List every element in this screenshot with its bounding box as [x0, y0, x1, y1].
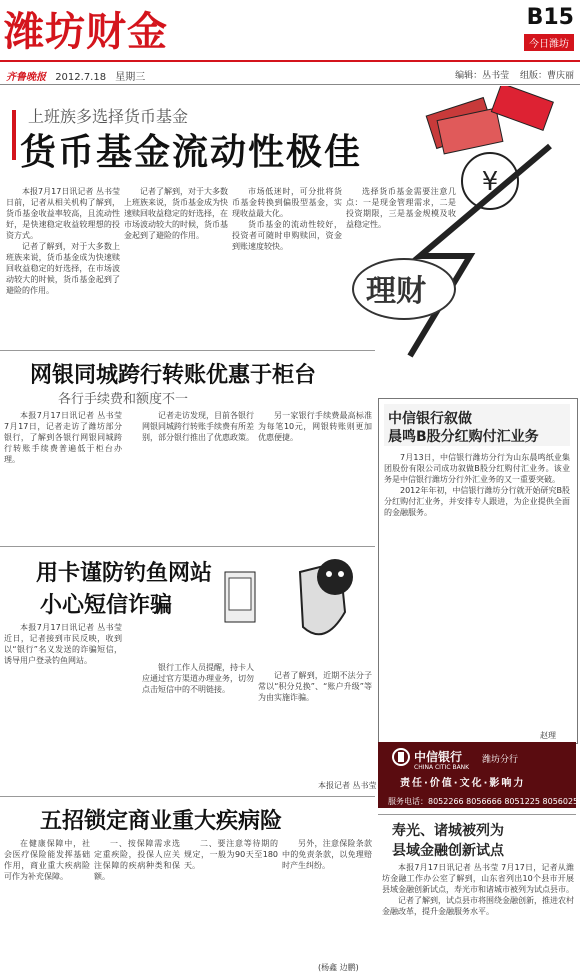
article2-title: 网银同城跨行转账优惠于柜台 — [30, 363, 317, 388]
article5-paragraph: 记者了解到，试点县市将围绕金融创新，推进农村金融改革，提升金融服务水平。 — [382, 896, 574, 916]
article3-column-2 — [142, 662, 254, 792]
article4-column-3 — [184, 838, 278, 968]
article5-body — [382, 862, 574, 976]
article4-paragraph: 另外，注意保险条款中的免责条款，以免理赔时产生纠纷。 — [282, 839, 372, 870]
page-number: B15 — [526, 5, 574, 30]
article5-paragraph: 本报7月17日讯记者 丛书莹 7月17日，记者从潍坊金融工作办公室了解到，山东省列出10个县市开展县域金融创新试点，寿光市和诸城市被列为试点县市。 — [382, 863, 574, 894]
article3-column-1 — [4, 622, 122, 792]
lead-accent-bar — [12, 110, 16, 160]
article3-paragraph: 记者了解到，近期不法分子常以“积分兑换”、“账户升级”等为由实施诈骗。 — [258, 671, 372, 702]
lead-kicker: 上班族多选择货币基金 — [28, 107, 189, 126]
article3-title-line2: 小心短信诈骗 — [40, 593, 173, 618]
article4-column-4 — [282, 838, 372, 968]
editor-info — [455, 68, 574, 81]
article2-subtitle: 各行手续费和额度不一 — [58, 392, 189, 407]
lead-title: 货币基金流动性极佳 — [20, 132, 363, 173]
article5-title-line2: 县域金融创新试点 — [392, 843, 504, 859]
article2-paragraph: 另一家银行手续费最高标准为每笔10元，网银转账则更加优惠便捷。 — [258, 411, 372, 442]
issue-info — [6, 68, 145, 83]
paper-logo: 齐鲁晚报 — [6, 72, 46, 83]
article2-column-1 — [4, 410, 122, 530]
lead-column-4 — [346, 186, 456, 256]
bank-ad-branch: 潍坊分行 — [482, 755, 519, 765]
editor-name: 编辑：丛书莹 — [455, 71, 510, 81]
divider — [378, 814, 576, 815]
article2-column-3 — [258, 410, 372, 530]
issue-weekday: 星期三 — [115, 72, 146, 83]
article4-column-2 — [94, 838, 180, 968]
divider — [0, 546, 375, 547]
bank-ad-name: 中信银行 — [414, 750, 463, 764]
money-stack-icon — [426, 86, 553, 154]
article4-title: 五招锁定商业重大疾病险 — [40, 809, 283, 834]
article3-title-line1: 用卡谨防钓鱼网站 — [36, 561, 213, 586]
article4-paragraph: 一、按保障需求选定重疾险，投保人应关注保障的疾病种类和保额。 — [94, 839, 180, 881]
citic-logo-icon — [392, 748, 410, 766]
article4-column-1 — [4, 838, 90, 968]
svg-text:¥: ¥ — [481, 167, 499, 197]
article2-paragraph: 记者走访发现，目前各银行网银同城跨行转账手续费有所差别，部分银行推出了优惠政策。 — [142, 411, 254, 442]
article2-column-2 — [142, 410, 254, 530]
lead-column-1 — [6, 186, 120, 346]
masthead-rule — [0, 60, 580, 62]
article3-column-3 — [258, 670, 372, 792]
bank-ad-slogan: 责任·价值·文化·影响力 — [400, 778, 526, 789]
bank-news-paragraph: 2012年年初，中信银行潍坊分行就开始研究B股分红购付汇业务，并安排专人跟进，为企业提供全面的金融服务。 — [384, 486, 570, 517]
article3-paragraph: 银行工作人员提醒，持卡人应通过官方渠道办理业务，切勿点击短信中的不明链接。 — [142, 663, 254, 694]
lead-column-3 — [232, 186, 342, 346]
bank-news-body — [384, 452, 570, 700]
divider — [0, 796, 375, 797]
bank-news-byline: 赵理 — [540, 731, 556, 740]
designer-name: 组版：曹庆丽 — [519, 71, 574, 81]
bank-news-title-line1: 中信银行叙做 — [388, 411, 472, 427]
lead-paragraph: 货币基金的流动性较好，投资者可随时申购赎回，资金到账速度较快。 — [232, 220, 342, 251]
lead-paragraph: 市场低迷时，可分批将货币基金转换到偏股型基金，实现收益最大化。 — [232, 187, 342, 218]
article4-paragraph: 在健康保障中，社会医疗保险能发挥基础作用，商业重大疾病险可作为补充保障。 — [4, 839, 90, 881]
header-divider — [0, 84, 580, 85]
lead-column-2 — [124, 186, 228, 346]
divider — [0, 350, 375, 351]
article3-byline: 本报记者 丛书莹 — [318, 781, 377, 790]
issue-date: 2012.7.18 — [55, 72, 107, 83]
article4-byline: (杨鑫 边鹏) — [318, 963, 359, 972]
lead-paragraph: 记者了解到，对于大多数上班族来说，货币基金成为快速赎回收益稳定的好选择，在市场波动较大的时候，货币基金起到了避险的作用。 — [124, 187, 228, 240]
phishing-illustration — [215, 552, 375, 662]
bank-ad-phone: 服务电话：8052266 8056666 8051225 8056025 — [388, 797, 579, 806]
bank-ad-name-en: CHINA CITIC BANK — [414, 764, 470, 771]
article2-paragraph: 本报7月17日讯记者 丛书莹 7月17日，记者走访了潍坊部分银行，了解到各银行网银同城跨行转账手续费普遍低于柜台办理。 — [4, 411, 122, 464]
section-tag: 今日潍坊 — [524, 34, 574, 51]
bank-news-title-line2: 晨鸣B股分红购付汇业务 — [388, 429, 539, 445]
phone-icon — [225, 572, 255, 622]
bank-news-paragraph: 7月13日，中信银行潍坊分行为山东晨鸣纸业集团股份有限公司成功叙做B股分红购付汇业务。该业务是中信银行潍坊分行外汇业务的又一重要突破。 — [384, 453, 570, 484]
monster-icon — [317, 559, 353, 595]
article3-paragraph: 本报7月17日讯记者 丛书莹 近日，记者接到市民反映，收到以“银行”名义发送的诈骗短信，诱导用户登录钓鱼网站。 — [4, 623, 122, 665]
article5-title-line1: 寿光、诸城被列为 — [392, 823, 504, 839]
lead-paragraph: 选择货币基金需要注意几点：一是现金管理需求，二是投资期限，三是基金规模及收益稳定性。 — [346, 187, 456, 229]
licai-label: 理财 — [366, 274, 426, 309]
lead-paragraph: 本报7月17日讯记者 丛书莹日前，记者从相关机构了解到，货币基金收益率较高，且流动性好，是快速稳定收益较理想的投资方式。 — [6, 187, 120, 240]
lead-paragraph: 记者了解到，对于大多数上班族来说，货币基金成为快速赎回收益稳定的好选择，在市场波动较大的时候，货币基金起到了避险的作用。 — [6, 242, 120, 295]
masthead-title: 潍坊财金 — [4, 8, 168, 55]
article4-paragraph: 二、要注意等待期的规定，一般为90天至180天。 — [184, 839, 278, 870]
